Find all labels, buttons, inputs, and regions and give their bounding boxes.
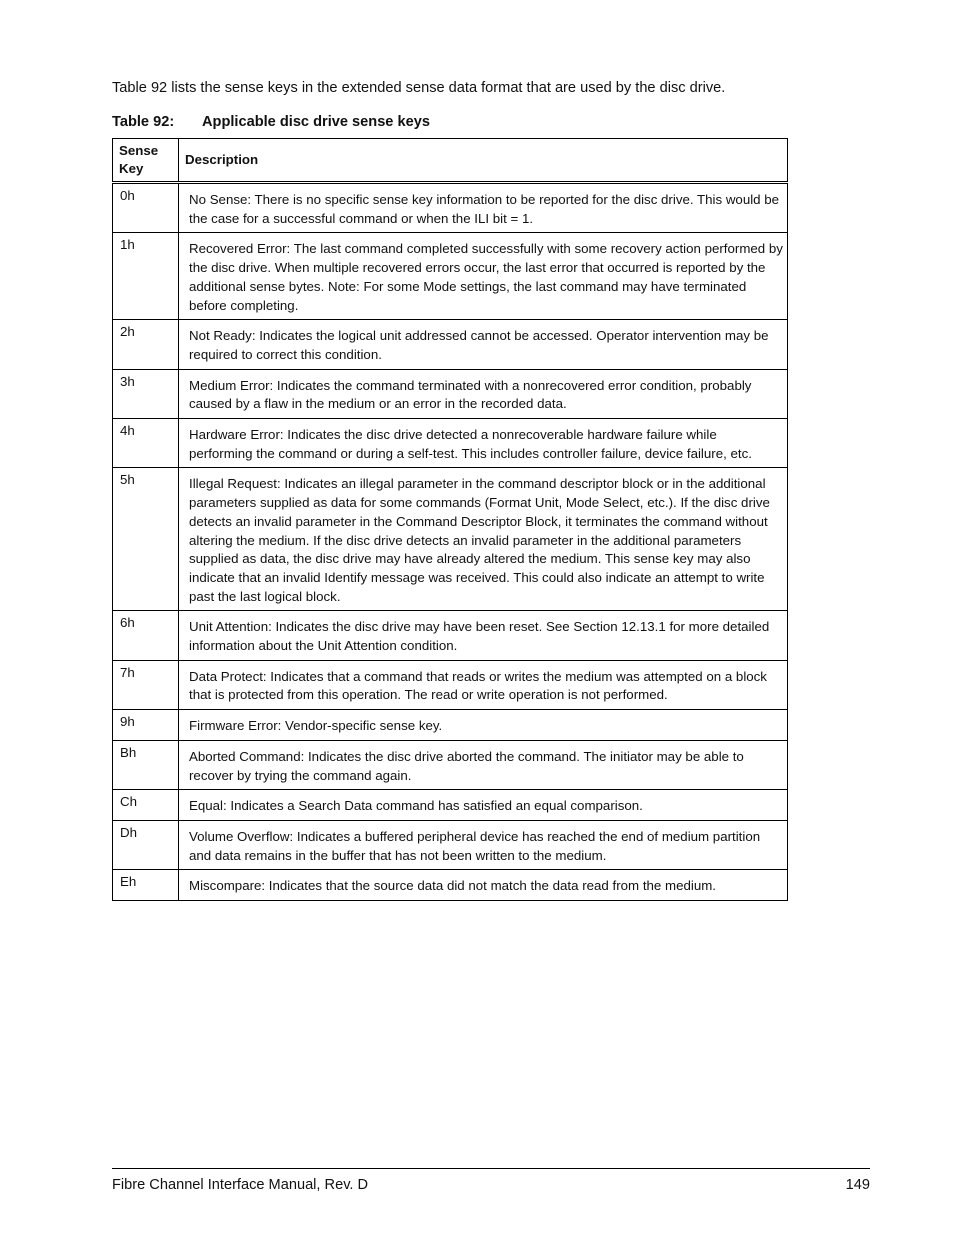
- table-row: [113, 870, 788, 901]
- description-cell: Recovered Error: The last command completed successfully with some recovery action performed by the disc drive. When multiple recovered errors occur, the last error that occurred is reported by the additional sense bytes. Note: For some Mode settings, the last command may have terminated before completing.: [179, 233, 788, 320]
- sense-key-cell: 4h: [113, 419, 179, 468]
- table-row: [113, 233, 788, 320]
- description-cell: Firmware Error: Vendor-specific sense key.: [179, 710, 788, 741]
- table-row: [113, 820, 788, 869]
- sense-keys-table: [112, 138, 788, 901]
- description-cell: No Sense: There is no specific sense key information to be reported for the disc drive. This would be the case for a successful command or when the ILI bit = 1.: [179, 183, 788, 233]
- table-caption-title: Applicable disc drive sense keys: [202, 114, 430, 130]
- intro-paragraph: Table 92 lists the sense keys in the extended sense data format that are used by the disc drive.: [112, 80, 726, 96]
- sense-key-cell: 0h: [113, 183, 179, 233]
- table-caption: [112, 113, 430, 131]
- sense-key-cell: 7h: [113, 660, 179, 709]
- page-number: 149: [845, 1177, 870, 1193]
- description-cell: Unit Attention: Indicates the disc drive may have been reset. See Section 12.13.1 for more detailed information about the Unit Attention condition.: [179, 611, 788, 660]
- description-cell: Hardware Error: Indicates the disc drive detected a nonrecoverable hardware failure while performing the command or during a self-test. This includes controller failure, device failure, etc.: [179, 419, 788, 468]
- description-cell: Miscompare: Indicates that the source data did not match the data read from the medium.: [179, 870, 788, 901]
- table-row: [113, 320, 788, 369]
- description-cell: Medium Error: Indicates the command terminated with a nonrecovered error condition, probably caused by a flaw in the medium or an error in the recorded data.: [179, 369, 788, 418]
- table-row: [113, 183, 788, 233]
- sense-key-cell: Eh: [113, 870, 179, 901]
- table-row: [113, 710, 788, 741]
- sense-key-cell: 5h: [113, 468, 179, 611]
- sense-key-cell: 2h: [113, 320, 179, 369]
- table-row: [113, 369, 788, 418]
- description-cell: Equal: Indicates a Search Data command has satisfied an equal comparison.: [179, 790, 788, 821]
- table-row: [113, 660, 788, 709]
- sense-key-cell: 6h: [113, 611, 179, 660]
- description-cell: Illegal Request: Indicates an illegal parameter in the command descriptor block or in the additional parameters supplied as data for some commands (Format Unit, Mode Select, etc.). If the disc drive detects an invalid parameter in the Command Descriptor Block, it terminates the command without altering the medium. If the disc drive detects an invalid parameter in the additional parameters supplied as data, the disc drive may have already altered the medium. This sense key may also indicate that an invalid Identify message was received. This could also indicate an attempt to write past the last logical block.: [179, 468, 788, 611]
- sense-key-cell: Bh: [113, 740, 179, 789]
- sense-key-cell: Dh: [113, 820, 179, 869]
- table-row: [113, 790, 788, 821]
- sense-key-cell: 3h: [113, 369, 179, 418]
- table-caption-number: Table 92:: [112, 114, 175, 130]
- sense-key-cell: 1h: [113, 233, 179, 320]
- sense-key-cell: Ch: [113, 790, 179, 821]
- footer-divider: [112, 1168, 870, 1169]
- footer-title: Fibre Channel Interface Manual, Rev. D: [112, 1177, 369, 1193]
- table-row: [113, 740, 788, 789]
- header-description: Description: [179, 139, 788, 183]
- table-row: [113, 468, 788, 611]
- description-cell: Volume Overflow: Indicates a buffered peripheral device has reached the end of medium partition and data remains in the buffer that has not been written to the medium.: [179, 820, 788, 869]
- description-cell: Data Protect: Indicates that a command that reads or writes the medium was attempted on a block that is protected from this operation. The read or write operation is not performed.: [179, 660, 788, 709]
- sense-key-cell: 9h: [113, 710, 179, 741]
- table-header-row: [113, 139, 788, 183]
- description-cell: Not Ready: Indicates the logical unit addressed cannot be accessed. Operator intervention may be required to correct this condition.: [179, 320, 788, 369]
- description-cell: Aborted Command: Indicates the disc drive aborted the command. The initiator may be able to recover by trying the command again.: [179, 740, 788, 789]
- table-row: [113, 419, 788, 468]
- table-row: [113, 611, 788, 660]
- header-sense-key: Sense Key: [113, 139, 179, 183]
